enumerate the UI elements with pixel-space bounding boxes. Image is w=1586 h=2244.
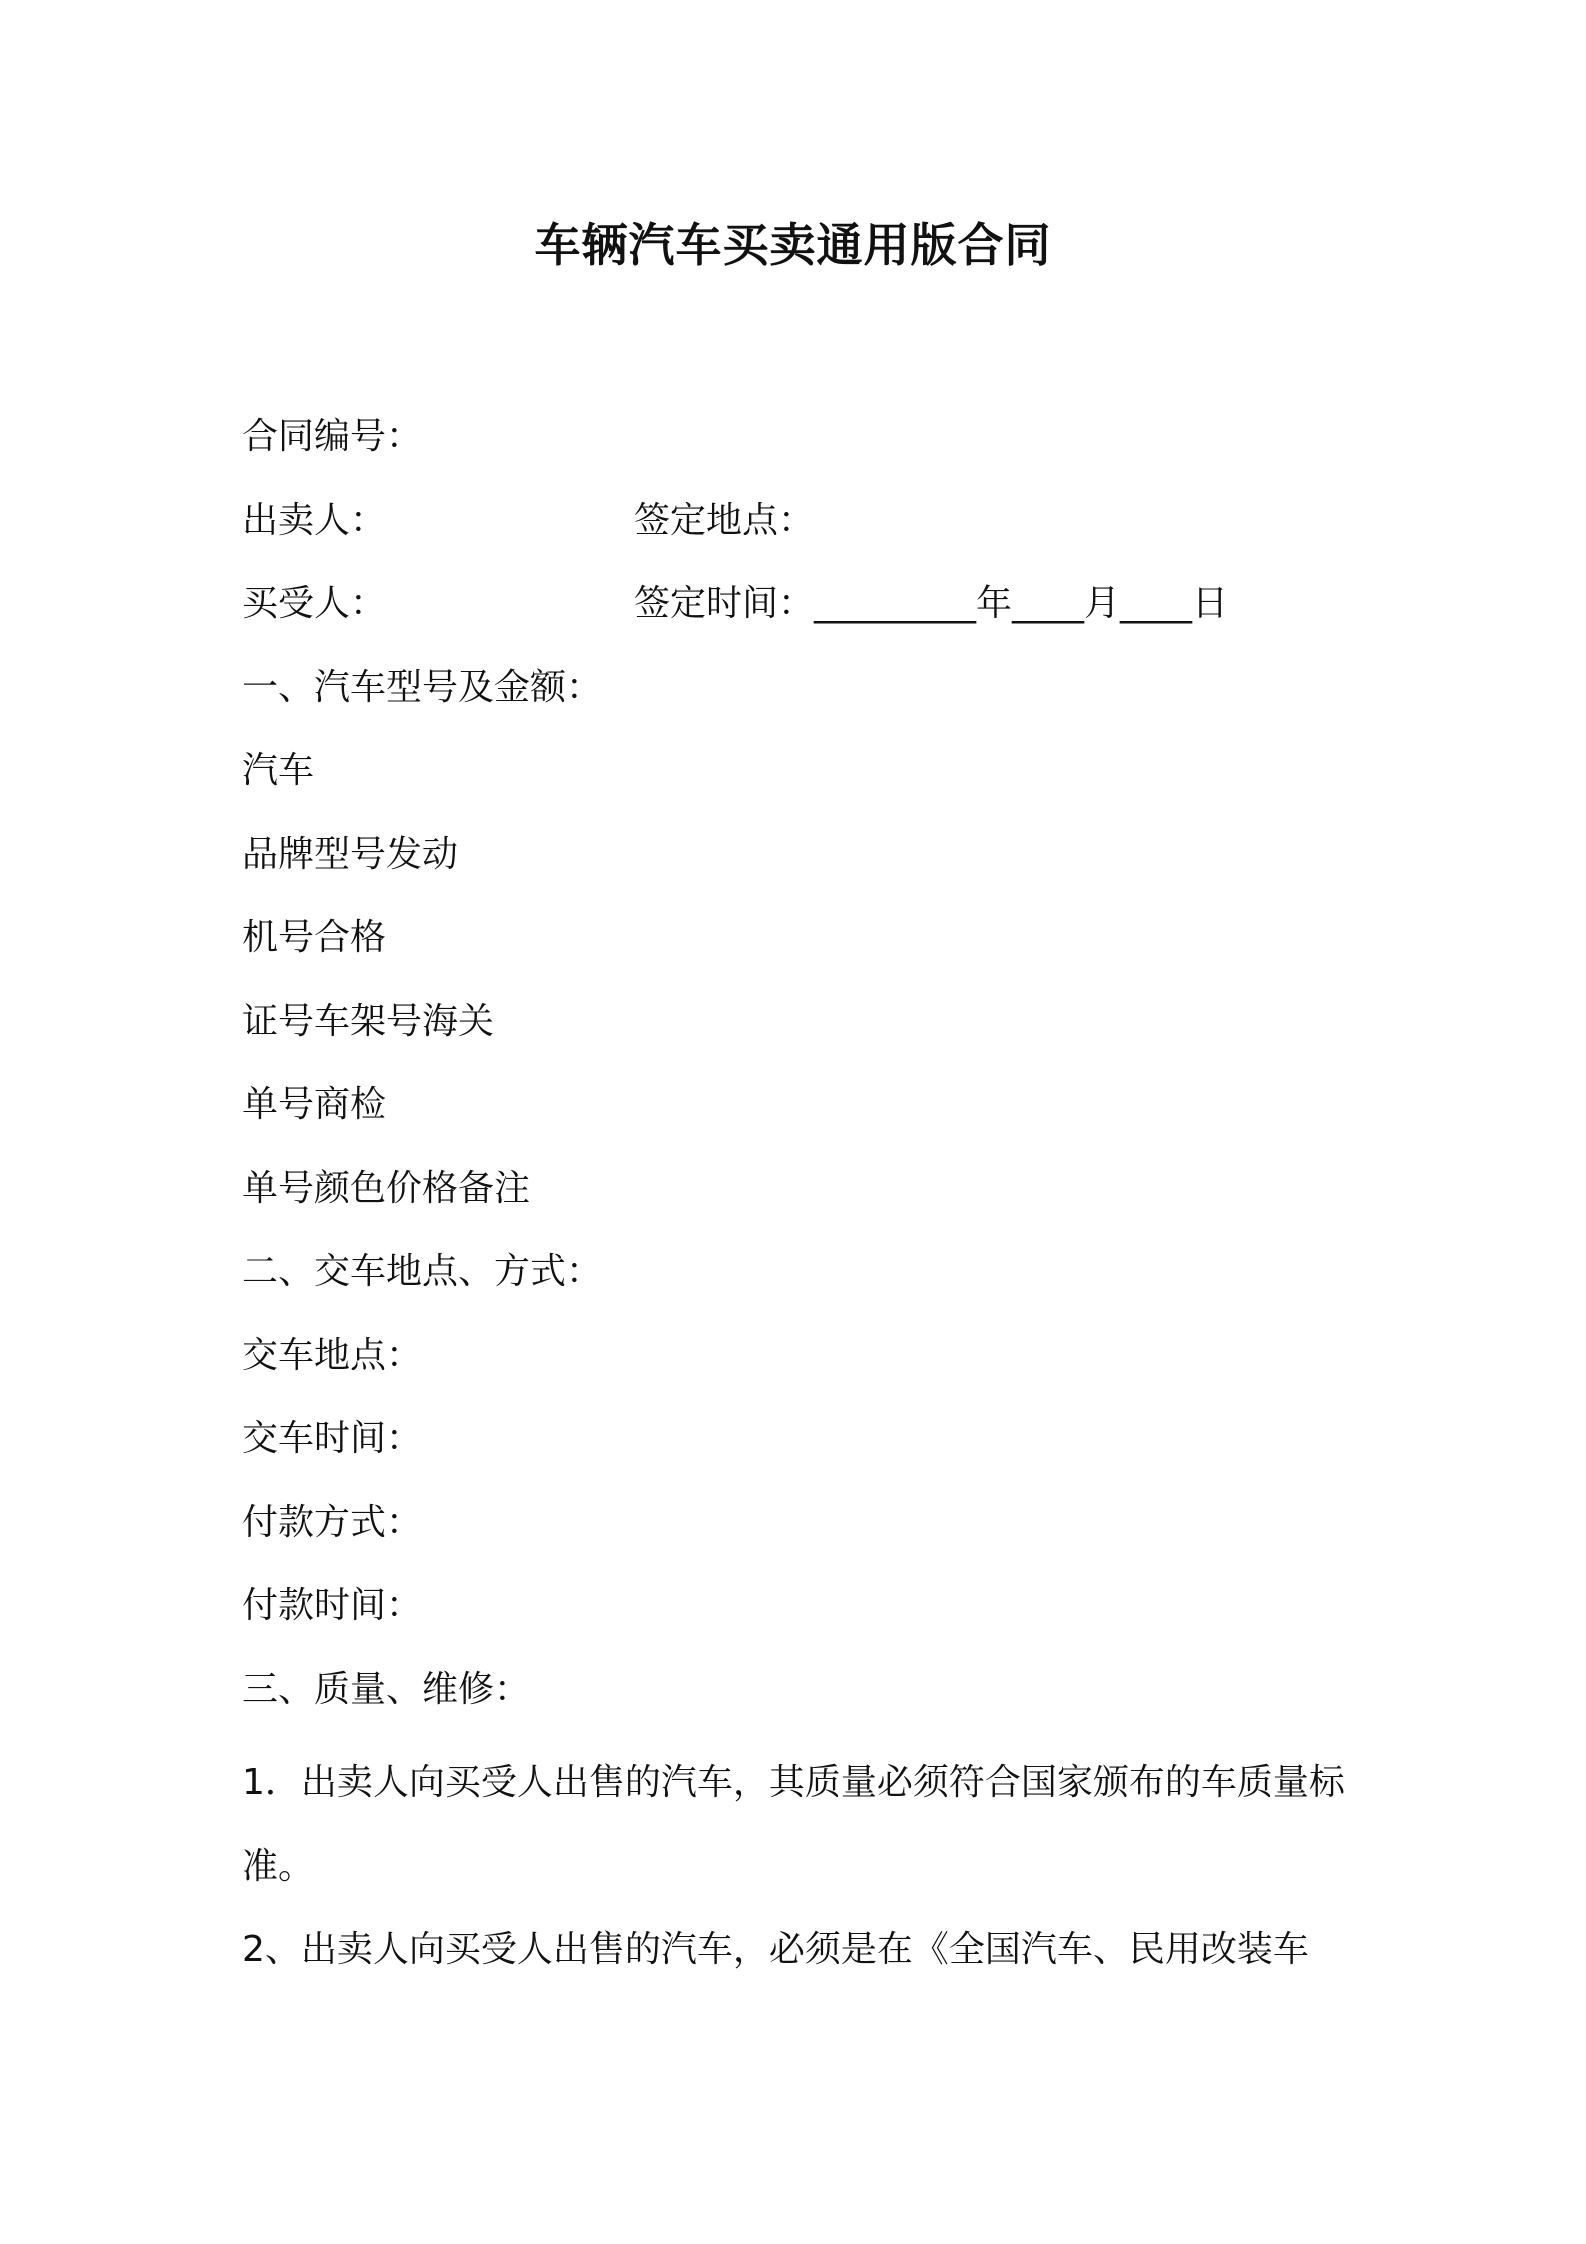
- section1-line: 机号合格: [242, 917, 387, 958]
- sign-time-text: 签定时间：_________年____月____日: [634, 583, 1229, 624]
- section3-heading: 三、质量、维修：: [242, 1668, 531, 1710]
- seller-line: [242, 489, 1362, 573]
- section2-line: 交车时间：: [242, 1418, 423, 1459]
- section1-line: 单号颜色价格备注: [242, 1167, 531, 1209]
- section3-paragraph: 2、出卖人向买受人出售的汽车，必须是在《全国汽车、民用改装车: [242, 1929, 1309, 1970]
- contract-number-label: 合同编号：: [242, 416, 423, 457]
- buyer-label: 买受人：: [242, 583, 387, 624]
- section1-line: 证号车架号海关: [242, 1000, 495, 1042]
- section2-line: 交车地点：: [242, 1334, 423, 1376]
- section1-line: 单号商检: [242, 1084, 387, 1125]
- contract-number-line: [242, 405, 1362, 489]
- section1-line: 汽车: [242, 750, 315, 791]
- section3-paragraph: 1．出卖人向买受人出售的汽车，其质量必须符合国家颁布的车质量标准。: [242, 1762, 1345, 1887]
- seller-label: 出卖人：: [242, 499, 387, 541]
- section2-line: 付款方式：: [242, 1501, 423, 1543]
- section1-line: 品牌型号发动: [242, 833, 459, 875]
- section1-heading: 一、汽车型号及金额：: [242, 666, 603, 708]
- sign-place-label: 签定地点：: [634, 499, 815, 541]
- section2-line: 付款时间：: [242, 1585, 423, 1626]
- document-body: [242, 405, 1362, 1992]
- document-title: 车辆汽车买卖通用版合同: [534, 218, 1052, 272]
- buyer-line: [242, 572, 1362, 656]
- section2-heading: 二、交车地点、方式：: [242, 1251, 603, 1292]
